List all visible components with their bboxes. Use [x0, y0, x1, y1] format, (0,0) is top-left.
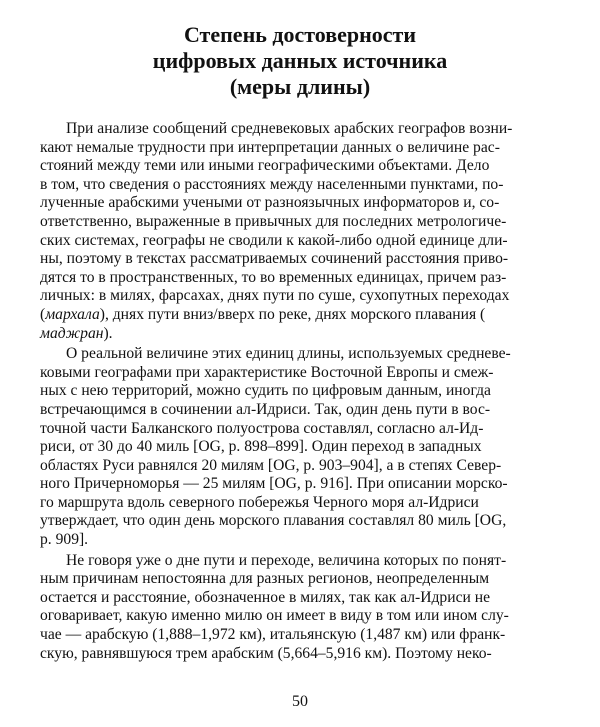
title-line-1: Степень достоверности — [183, 22, 417, 47]
paragraph-1 — [40, 120, 560, 343]
page-number: 50 — [292, 693, 308, 710]
document-page — [40, 22, 560, 663]
text-line: дятся то в пространственных, то во временных единицах, причем раз- — [40, 268, 507, 286]
text-line: При анализе сообщений средневековых арабских географов возни- — [66, 120, 513, 137]
text-line: ковыми географами при характеристике Восточной Европы и смеж- — [40, 363, 494, 381]
text-line: p. 909]. — [40, 531, 89, 549]
text-line-italic-terms — [40, 306, 560, 325]
text-line: встречающимся в сочинении ал-Идриси. Так, один день пути в вос- — [40, 400, 491, 418]
text-line: О реальной величине этих единиц длины, используемых средневе- — [66, 345, 511, 363]
text-line: ответственно, выраженные в привычных для последних метрологиче- — [40, 212, 507, 230]
text-line: ного Причерноморья — 25 милям [OG, p. 916]. При описании морско- — [40, 475, 508, 493]
text-line: ных с нею территорий, можно судить по цифровым данным, иногда — [40, 382, 491, 400]
term-marhala: мархала — [45, 305, 100, 323]
text-fragment: ( — [40, 305, 46, 323]
text-fragment: ). — [103, 324, 113, 342]
text-fragment: ), днях пути вниз/вверх по реке, днях морского плавания ( — [99, 305, 486, 323]
text-line: кают немалые трудности при интерпретации данных о величине рас- — [40, 138, 500, 156]
text-line: личных: в милях, фарсахах, днях пути по суше, сухопутных переходах — [40, 287, 510, 305]
text-line: чае — арабскую (1,888–1,972 км), итальянскую (1,487 км) или франк- — [40, 626, 506, 644]
text-line-italic-terms — [40, 325, 560, 344]
text-line: в том, что сведения о расстояниях между населенными пунктами, по- — [40, 175, 504, 193]
text-line: областях Руси равнялся 20 милям [OG, p. 903–904], а в степях Север- — [40, 456, 502, 474]
text-line: лученные арабскими учеными от разноязычных информаторов и, со- — [40, 194, 500, 212]
text-line: риси, от 30 до 40 миль [OG, p. 898–899]. Один переход в западных — [40, 438, 482, 456]
text-line: го маршрута вдоль северного побережья Черного моря ал-Идриси — [40, 493, 479, 511]
title-line-3: (меры длины) — [229, 74, 371, 99]
section-title — [40, 22, 560, 100]
text-line: оговаривает, какую именно милю он имеет в виду в том или ином слу- — [40, 607, 509, 625]
paragraph-2 — [40, 345, 560, 550]
text-line: точной части Балканского полуострова составлял, согласно ал-Ид- — [40, 419, 484, 437]
text-line: остается и расстояние, обозначенное в милях, так как ал-Идриси не — [40, 588, 490, 606]
text-line: ным причинам непостоянна для разных регионов, неопределенным — [40, 570, 490, 588]
title-line-2: цифровых данных источника — [152, 48, 448, 73]
paragraph-3 — [40, 552, 560, 664]
text-line: стояний между теми или иными географическими объектами. Дело — [40, 157, 490, 175]
text-line: утверждает, что один день морского плавания составлял 80 миль [OG, — [40, 512, 507, 530]
text-line: ских системах, географы не сводили к какой-либо одной единице дли- — [40, 231, 508, 249]
text-line: скую, равнявшуюся трем арабским (5,664–5,916 км). Поэтому неко- — [40, 644, 492, 662]
term-madzhran: маджран — [40, 324, 104, 342]
text-line: ны, поэтому в текстах рассматриваемых сочинений расстояния приво- — [40, 250, 509, 268]
text-line: Не говоря уже о дне пути и переходе, величина которых по понят- — [66, 551, 507, 569]
